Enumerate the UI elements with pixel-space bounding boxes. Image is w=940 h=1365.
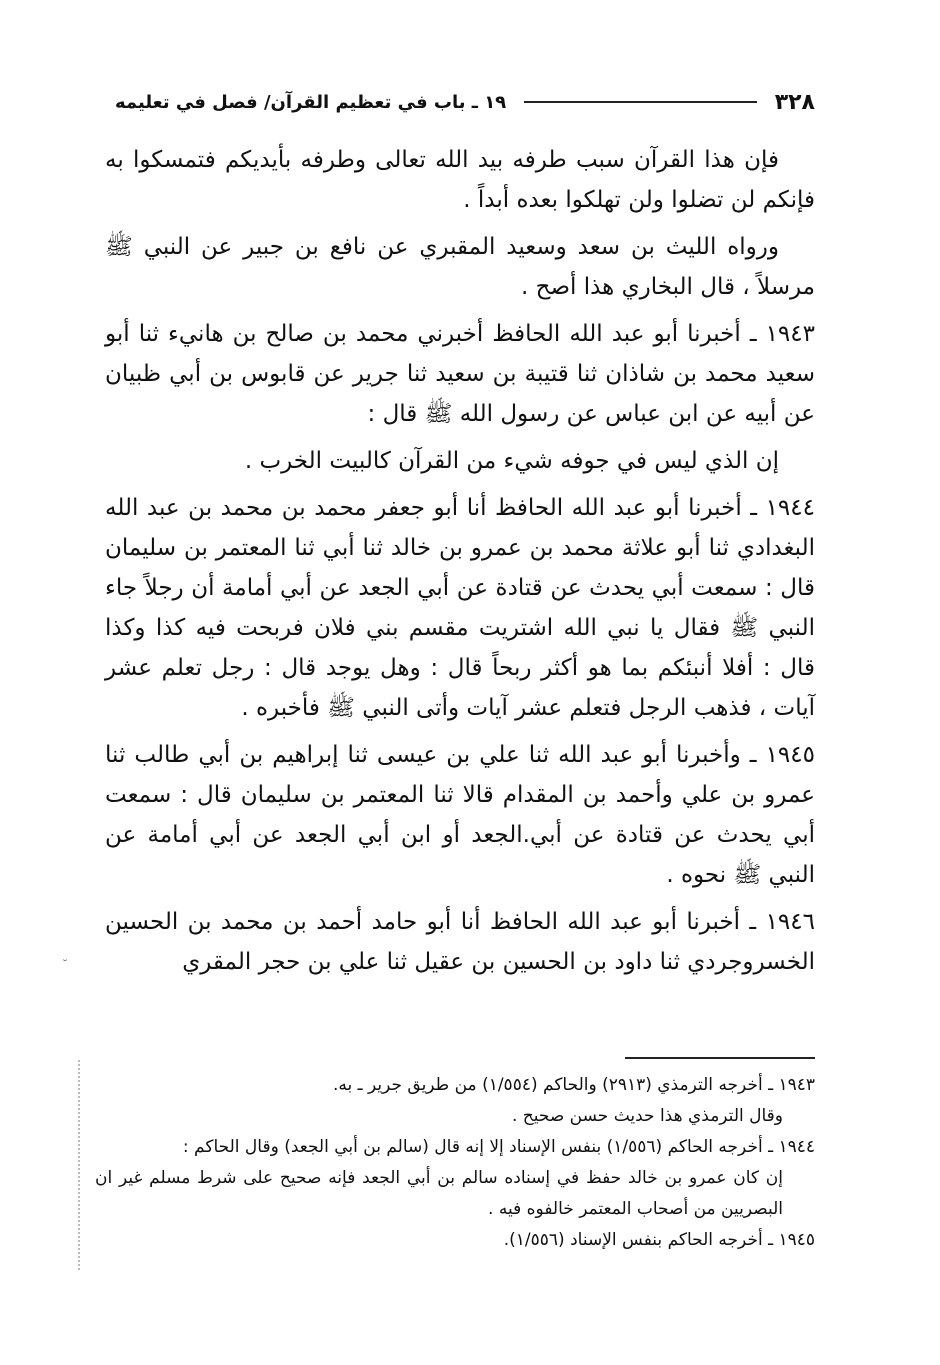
- footnote-1943: ١٩٤٣ ـ أخرجه الترمذي (٢٩١٣) والحاكم (١/٥٥٤) من طريق جرير ـ به.: [332, 1075, 815, 1095]
- margin-dots: [78, 1060, 88, 1270]
- paragraph-narration-note: ورواه الليث بن سعد وسعيد المقبري عن نافع بن جبير عن النبي ﷺ مرسلاً ، قال البخاري هذا أصح .: [105, 234, 815, 300]
- main-text: [105, 140, 815, 989]
- footnote-1944: ١٩٤٤ ـ أخرجه الحاكم (١/٥٥٦) بنفس الإسناد إلا إنه قال (سالم بن أبي الجعد) وقال الحاكم :: [182, 1137, 815, 1157]
- hadith-1944: ١٩٤٤ ـ أخبرنا أبو عبد الله الحافظ أنا أبو جعفر محمد بن محمد بن عبد الله البغدادي ثنا أبو علاثة محمد بن عمرو بن خالد ثنا أبي ثنا المعتمر بن سليمان قال : سمعت أبي يحدث عن قتادة عن أبي الجعد عن أبي أمامة أن رجلاً جاء النبي ﷺ فقال يا نبي الله اشتريت مقسم بني فلان فربحت فيه كذا وكذا قال : أفلا أنبئكم بما هو أكثر ربحاً قال : وهل يوجد قال : رجل تعلم عشر آيات ، فذهب الرجل فتعلم عشر آيات وأتى النبي ﷺ فأخبره .: [105, 495, 815, 721]
- margin-mark: ˘: [62, 958, 68, 972]
- footnote-1945: ١٩٤٥ ـ أخرجه الحاكم بنفس الإسناد (١/٥٥٦).: [503, 1230, 815, 1250]
- hadith-1943: ١٩٤٣ ـ أخبرنا أبو عبد الله الحافظ أخبرني محمد بن صالح بن هانيء ثنا أبو سعيد محمد بن شاذان ثنا قتيبة بن سعيد ثنا جرير عن قابوس بن أبي ظبيان عن أبيه عن ابن عباس عن رسول الله ﷺ قال :: [105, 321, 815, 427]
- footnote-1943-note: وقال الترمذي هذا حديث حسن صحيح .: [511, 1106, 783, 1126]
- page-header: [115, 84, 815, 120]
- header-rule: [524, 101, 757, 103]
- running-title: ١٩ ـ باب في تعظيم القرآن/ فصل في تعليمه: [115, 91, 507, 113]
- page-number: ٣٢٨: [774, 89, 815, 115]
- footnote-divider: [625, 1057, 815, 1059]
- hadith-1945: ١٩٤٥ ـ وأخبرنا أبو عبد الله ثنا علي بن عيسى ثنا إبراهيم بن أبي طالب ثنا عمرو بن علي وأحمد بن المقدام قالا ثنا المعتمر بن سليمان قال : سمعت أبي يحدث عن قتادة عن أبي.الجعد أو ابن أبي الجعد عن أبي أمامة عن النبي ﷺ نحوه .: [105, 742, 815, 888]
- paragraph-continuation: فإن هذا القرآن سبب طرفه بيد الله تعالى وطرفه بأيديكم فتمسكوا به فإنكم لن تضلوا ولن تهلكوا بعده أبداً .: [105, 147, 815, 213]
- footnotes: [95, 1070, 815, 1256]
- hadith-1946: ١٩٤٦ ـ أخبرنا أبو عبد الله الحافظ أنا أبو حامد أحمد بن محمد بن الحسين الخسروجردي ثنا داود بن الحسين بن عقيل ثنا علي بن حجر المقري: [105, 909, 815, 975]
- hadith-1943-text: إن الذي ليس في جوفه شيء من القرآن كالبيت الخرب .: [244, 448, 779, 474]
- footnote-1944-note: إن كان عمرو بن خالد حفظ في إسناده سالم بن أبي الجعد فإنه صحيح على شرط مسلم غير ان البصريين من أصحاب المعتمر خالفوه فيه .: [95, 1168, 783, 1219]
